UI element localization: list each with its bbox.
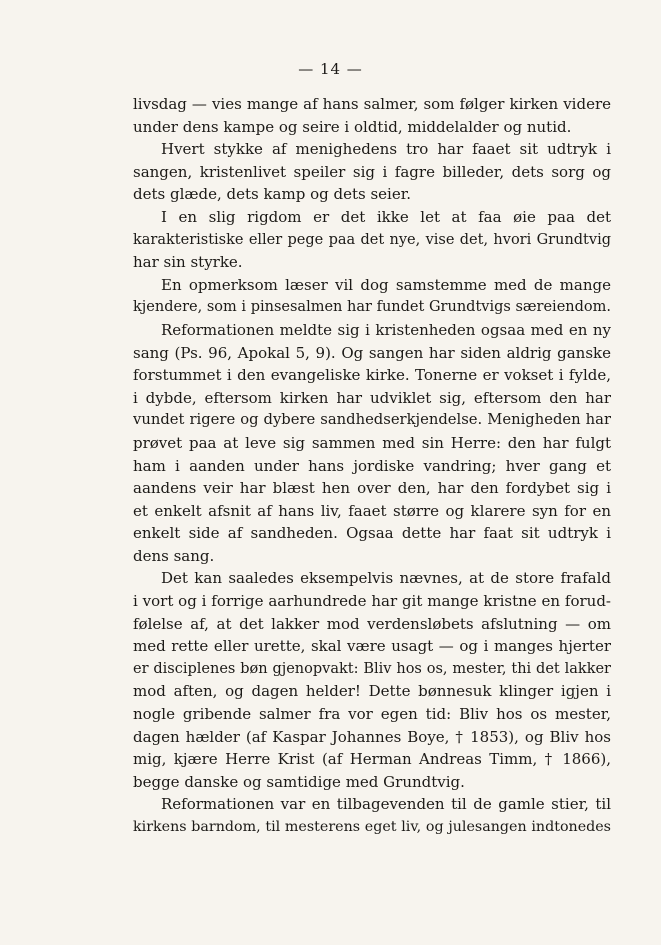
- page-number: — 14 —: [298, 60, 363, 78]
- text-line: er disciplenes bøn gjenopvakt: Bliv hos os, mester, thi det lakker: [133, 660, 611, 677]
- text-line: dens sang.: [133, 546, 215, 565]
- text-line: Hvert stykke af menighedens tro har faaet sit udtryk i: [161, 140, 611, 159]
- text-line: Reformationen var en tilbagevenden til de gamle stier, til: [161, 795, 611, 814]
- text-line: forstummet i den evangeliske kirke. Tonerne er vokset i fylde,: [133, 366, 611, 385]
- text-line: ham i aanden under hans jordiske vandring; hver gang et: [133, 456, 611, 475]
- text-line: livsdag — vies mange af hans salmer, som følger kirken videre: [133, 95, 611, 113]
- text-line: kirkens barndom, til mesterens eget liv, og julesangen indtonedes: [133, 819, 611, 835]
- text-line: prøvet paa at leve sig sammen med sin Herre: den har fulgt: [133, 433, 611, 452]
- text-line: En opmerksom læser vil dog samstemme med de mange: [161, 275, 611, 294]
- text-line: med rette eller urette, skal være usagt — og i manges hjerter: [133, 637, 611, 656]
- text-line: Det kan saaledes eksempelvis nævnes, at de store frafald: [161, 569, 611, 588]
- body-text: [133, 93, 611, 839]
- text-line: et enkelt afsnit af hans liv, faaet større og klarere syn for en: [133, 501, 611, 520]
- text-line: karakteristiske eller pege paa det nye, vise det, hvori Grundtvig: [133, 231, 611, 248]
- text-line: begge danske og samtidige med Grundtvig.: [133, 772, 465, 791]
- text-line: enkelt side af sandheden. Ogsaa dette har faat sit udtryk i: [133, 524, 611, 543]
- text-line: Reformationen meldte sig i kristenheden ogsaa med en ny: [161, 320, 611, 339]
- text-line: aandens veir har blæst hen over den, har den fordybet sig i: [133, 479, 611, 498]
- text-line: nogle gribende salmer fra vor egen tid: Bliv hos os mester,: [133, 705, 611, 724]
- text-line: mig, kjære Herre Krist (af Herman Andreas Timm, † 1866),: [133, 750, 611, 769]
- text-line: har sin styrke.: [133, 253, 243, 272]
- text-line: sangen, kristenlivet speiler sig i fagre billeder, dets sorg og: [133, 162, 611, 181]
- text-line: vundet rigere og dybere sandhedserkjendelse. Menigheden har: [133, 411, 611, 429]
- text-line: I en slig rigdom er det ikke let at faa øie paa det: [161, 207, 611, 226]
- text-line: i vort og i forrige aarhundrede har git mange kristne en forud-: [133, 592, 611, 611]
- text-line: dets glæde, dets kamp og dets seier.: [133, 185, 411, 204]
- text-line: dagen hælder (af Kaspar Johannes Boye, † 1853), og Bliv hos: [133, 727, 611, 746]
- text-line: mod aften, og dagen helder! Dette bønnesuk klinger igjen i: [133, 682, 611, 701]
- text-line: under dens kampe og seire i oldtid, middelalder og nutid.: [133, 117, 572, 136]
- text-line: følelse af, at det lakker mod verdensløbets afslutning — om: [133, 614, 611, 633]
- text-line: kjendere, som i pinsesalmen har fundet Grundtvigs særeiendom.: [133, 299, 611, 316]
- text-line: sang (Ps. 96, Apokal 5, 9). Og sangen har siden aldrig ganske: [133, 343, 611, 362]
- text-line: i dybde, eftersom kirken har udviklet sig, eftersom den har: [133, 388, 611, 407]
